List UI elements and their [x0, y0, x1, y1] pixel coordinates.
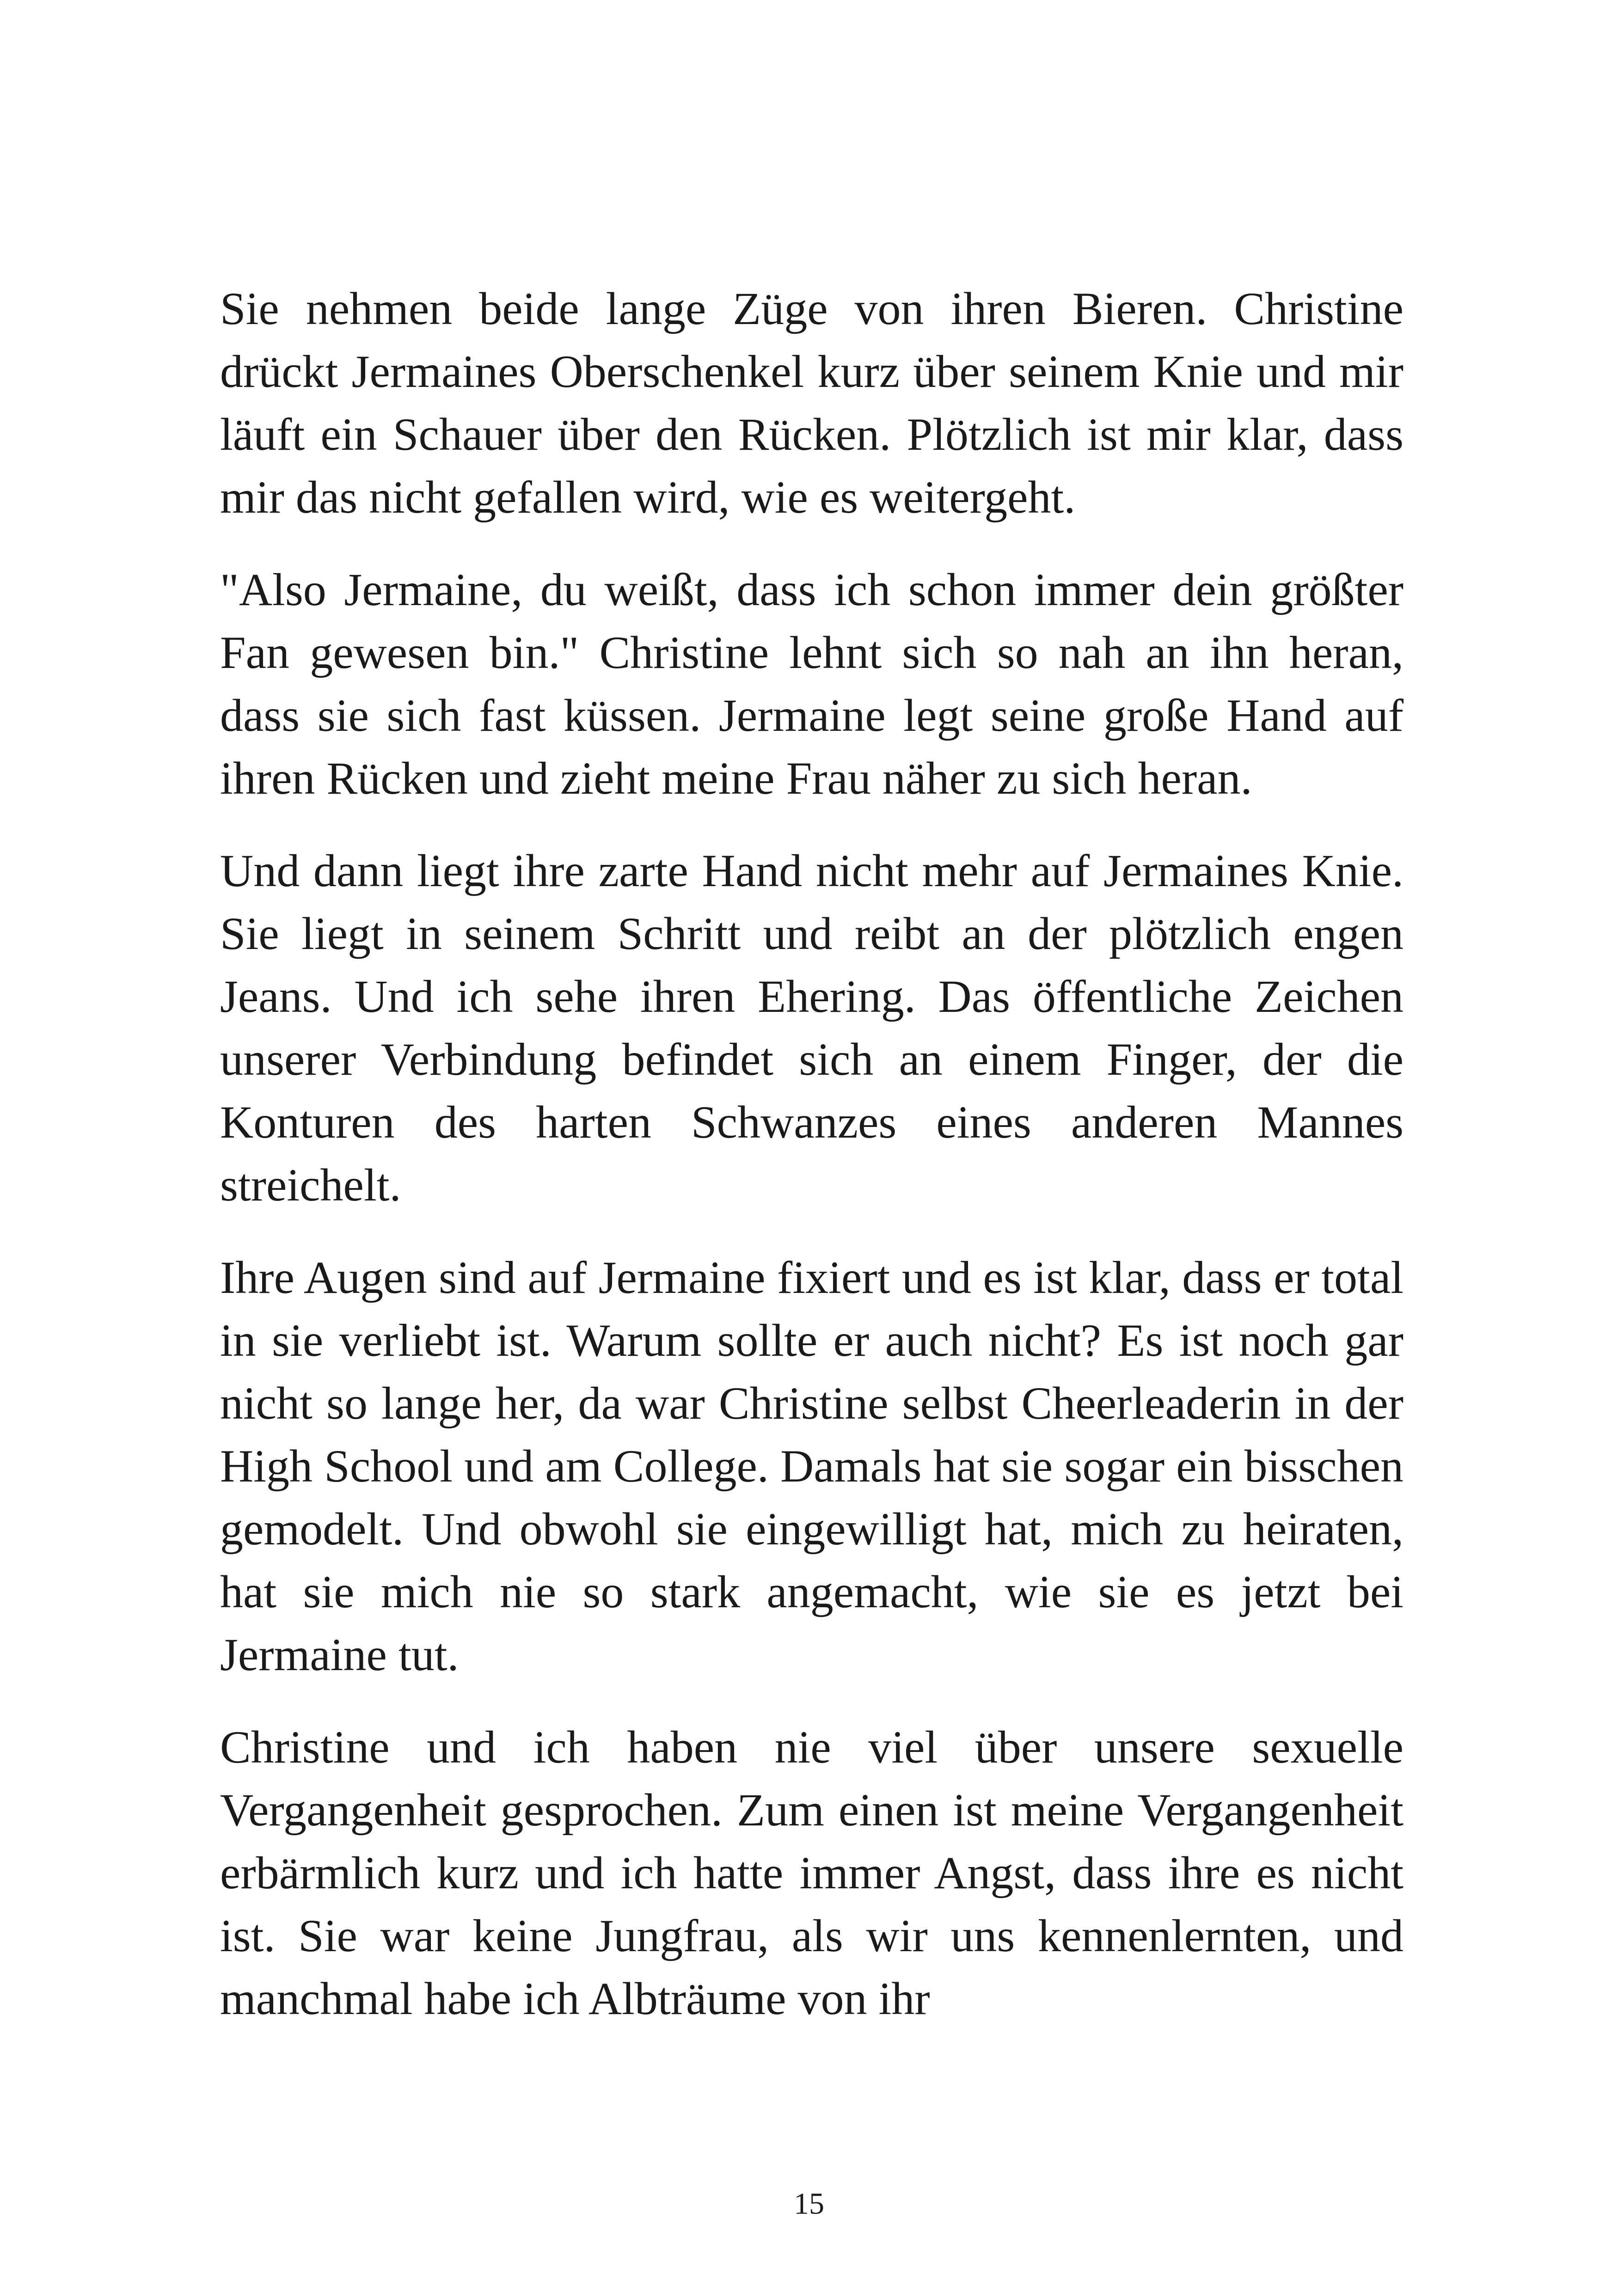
paragraph-4: Ihre Augen sind auf Jermaine fixiert und es ist klar, dass er total in sie verliebt ist. Warum sollte er auch nicht? Es ist noch gar nicht so lange her, da war Christine selbst Cheerleaderin in der High School und am College. Damals hat sie sogar ein bisschen gemodelt. Und obwohl sie eingewilligt hat, mich zu heiraten, hat sie mich nie so stark angemacht, wie sie es jetzt bei Jermaine tut. — [220, 1252, 1403, 1680]
body-text — [220, 277, 1403, 2060]
page-number: 15 — [794, 2187, 824, 2221]
paragraph-2: "Also Jermaine, du weißt, dass ich schon immer dein größter Fan gewesen bin." Christine lehnt sich so nah an ihn heran, dass sie sich fast küssen. Jermaine legt seine große Hand auf ihren Rücken und zieht meine Frau näher zu sich heran. — [220, 564, 1403, 804]
paragraph-1: Sie nehmen beide lange Züge von ihren Bieren. Christine drückt Jermaines Oberschenkel kurz über seinem Knie und mir läuft ein Schauer über den Rücken. Plötzlich ist mir klar, dass mir das nicht gefallen wird, wie es weitergeht. — [220, 283, 1403, 523]
paragraph-5: Christine und ich haben nie viel über unsere sexuelle Vergangenheit gesprochen. Zum einen ist meine Vergangenheit erbärmlich kurz und ich hatte immer Angst, dass ihre es nicht ist. Sie war keine Jungfrau, als wir uns kennenlernten, und manchmal habe ich Albträume von ihr — [220, 1721, 1403, 2024]
paragraph-3: Und dann liegt ihre zarte Hand nicht mehr auf Jermaines Knie. Sie liegt in seinem Schritt und reibt an der plötzlich engen Jeans. Und ich sehe ihren Ehering. Das öffentliche Zeichen unserer Verbindung befindet sich an einem Finger, der die Konturen des harten Schwanzes eines anderen Mannes streichelt. — [220, 845, 1403, 1211]
